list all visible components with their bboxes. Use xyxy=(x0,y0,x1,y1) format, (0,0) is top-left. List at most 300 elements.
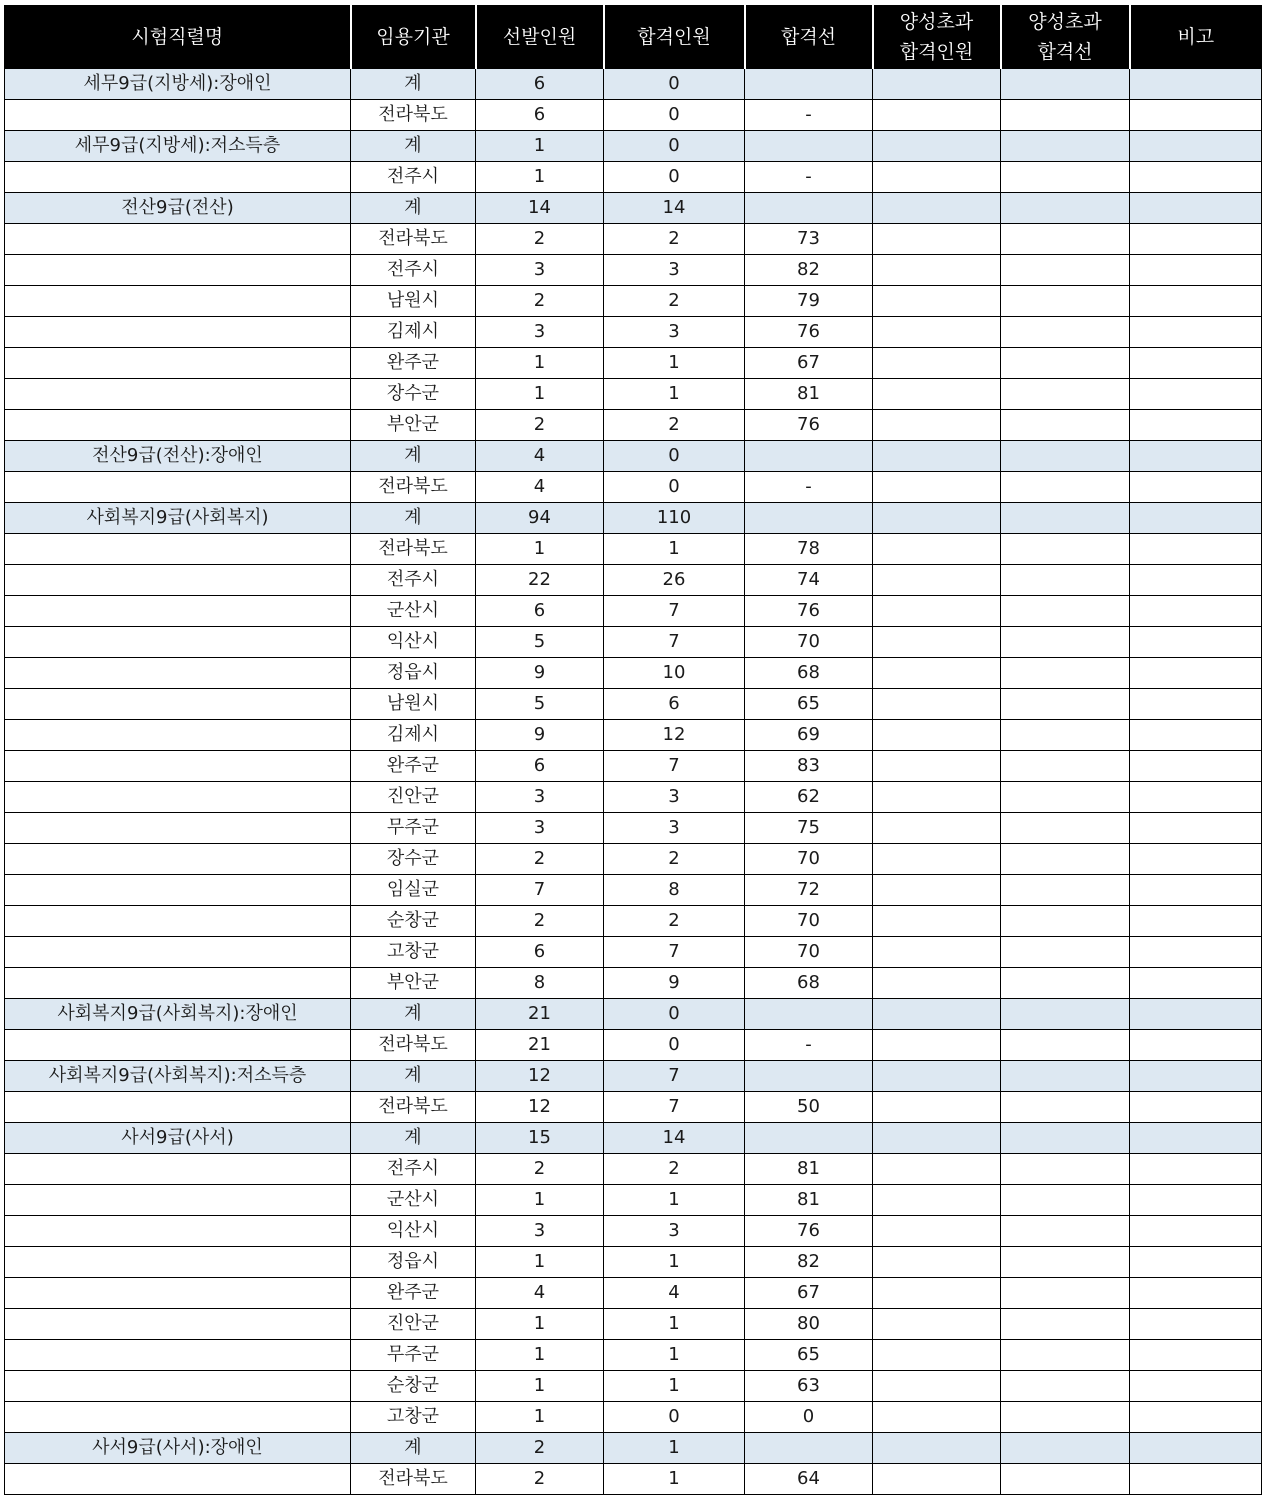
cell-passed-count: 2 xyxy=(604,224,745,255)
cell-exam-series xyxy=(5,658,351,689)
cell-agency: 전라북도 xyxy=(351,1030,476,1061)
table-row xyxy=(5,1185,1262,1216)
cell-remarks xyxy=(1130,1402,1262,1433)
cell-agency: 전주시 xyxy=(351,565,476,596)
header-passed-count: 합격인원 xyxy=(604,6,745,69)
cell-exam-series: 사회복지9급(사회복지):장애인 xyxy=(5,999,351,1030)
cell-gender-excess-passed xyxy=(873,906,1001,937)
cell-gender-excess-passed xyxy=(873,1123,1001,1154)
table-row xyxy=(5,689,1262,720)
cell-cutoff xyxy=(745,131,873,162)
cell-selected-count: 1 xyxy=(476,1340,604,1371)
table-row xyxy=(5,1340,1262,1371)
cell-cutoff: - xyxy=(745,162,873,193)
cell-passed-count: 2 xyxy=(604,844,745,875)
cell-passed-count: 3 xyxy=(604,317,745,348)
cell-agency: 진안군 xyxy=(351,1309,476,1340)
cell-agency: 부안군 xyxy=(351,410,476,441)
cell-remarks xyxy=(1130,1464,1262,1495)
results-table xyxy=(4,5,1262,1495)
cell-gender-excess-passed xyxy=(873,937,1001,968)
table-row xyxy=(5,782,1262,813)
cell-exam-series xyxy=(5,1309,351,1340)
cell-cutoff: 83 xyxy=(745,751,873,782)
cell-selected-count: 6 xyxy=(476,751,604,782)
cell-remarks xyxy=(1130,875,1262,906)
cell-gender-excess-cutoff xyxy=(1001,1340,1130,1371)
table-row-total xyxy=(5,999,1262,1030)
cell-exam-series xyxy=(5,813,351,844)
cell-gender-excess-cutoff xyxy=(1001,782,1130,813)
cell-exam-series xyxy=(5,1030,351,1061)
cell-gender-excess-cutoff xyxy=(1001,1247,1130,1278)
cell-gender-excess-cutoff xyxy=(1001,503,1130,534)
cell-cutoff: 81 xyxy=(745,1154,873,1185)
cell-selected-count: 6 xyxy=(476,100,604,131)
cell-remarks xyxy=(1130,720,1262,751)
cell-exam-series xyxy=(5,565,351,596)
cell-selected-count: 1 xyxy=(476,1371,604,1402)
cell-selected-count: 12 xyxy=(476,1061,604,1092)
cell-remarks xyxy=(1130,69,1262,100)
cell-gender-excess-cutoff xyxy=(1001,1433,1130,1464)
cell-selected-count: 1 xyxy=(476,1247,604,1278)
cell-cutoff: - xyxy=(745,1030,873,1061)
cell-exam-series xyxy=(5,720,351,751)
cell-gender-excess-passed xyxy=(873,1216,1001,1247)
cell-gender-excess-cutoff xyxy=(1001,69,1130,100)
table-body xyxy=(5,69,1262,1495)
cell-agency: 부안군 xyxy=(351,968,476,999)
cell-passed-count: 12 xyxy=(604,720,745,751)
cell-exam-series xyxy=(5,968,351,999)
cell-remarks xyxy=(1130,689,1262,720)
cell-exam-series xyxy=(5,255,351,286)
cell-cutoff: 76 xyxy=(745,596,873,627)
table-row-total xyxy=(5,503,1262,534)
cell-exam-series xyxy=(5,906,351,937)
cell-remarks xyxy=(1130,441,1262,472)
cell-exam-series xyxy=(5,1464,351,1495)
cell-remarks xyxy=(1130,565,1262,596)
cell-selected-count: 2 xyxy=(476,844,604,875)
table-row-total xyxy=(5,1123,1262,1154)
cell-gender-excess-cutoff xyxy=(1001,224,1130,255)
cell-cutoff: 81 xyxy=(745,379,873,410)
cell-selected-count: 6 xyxy=(476,596,604,627)
cell-remarks xyxy=(1130,410,1262,441)
cell-passed-count: 4 xyxy=(604,1278,745,1309)
table-row xyxy=(5,286,1262,317)
cell-remarks xyxy=(1130,1092,1262,1123)
cell-remarks xyxy=(1130,1278,1262,1309)
header-remarks: 비고 xyxy=(1130,6,1262,69)
cell-selected-count: 3 xyxy=(476,1216,604,1247)
cell-gender-excess-cutoff xyxy=(1001,658,1130,689)
cell-gender-excess-cutoff xyxy=(1001,1309,1130,1340)
table-row xyxy=(5,162,1262,193)
table-row xyxy=(5,1216,1262,1247)
cell-exam-series: 세무9급(지방세):저소득층 xyxy=(5,131,351,162)
cell-gender-excess-passed xyxy=(873,131,1001,162)
cell-exam-series xyxy=(5,1247,351,1278)
cell-remarks xyxy=(1130,255,1262,286)
cell-gender-excess-passed xyxy=(873,1247,1001,1278)
cell-cutoff: 74 xyxy=(745,565,873,596)
cell-gender-excess-passed xyxy=(873,1309,1001,1340)
cell-cutoff: 82 xyxy=(745,1247,873,1278)
cell-passed-count: 2 xyxy=(604,1154,745,1185)
cell-gender-excess-passed xyxy=(873,875,1001,906)
cell-exam-series xyxy=(5,1216,351,1247)
cell-gender-excess-cutoff xyxy=(1001,1278,1130,1309)
cell-cutoff: 67 xyxy=(745,1278,873,1309)
table-row xyxy=(5,379,1262,410)
cell-selected-count: 9 xyxy=(476,658,604,689)
cell-agency: 정읍시 xyxy=(351,658,476,689)
cell-agency: 고창군 xyxy=(351,1402,476,1433)
cell-gender-excess-passed xyxy=(873,100,1001,131)
table-row xyxy=(5,534,1262,565)
cell-selected-count: 1 xyxy=(476,534,604,565)
cell-agency: 전주시 xyxy=(351,162,476,193)
cell-agency: 전라북도 xyxy=(351,100,476,131)
cell-agency: 계 xyxy=(351,999,476,1030)
cell-passed-count: 26 xyxy=(604,565,745,596)
cell-gender-excess-cutoff xyxy=(1001,1092,1130,1123)
cell-gender-excess-passed xyxy=(873,627,1001,658)
cell-remarks xyxy=(1130,968,1262,999)
table-row-total xyxy=(5,131,1262,162)
header-row xyxy=(5,6,1262,69)
cell-remarks xyxy=(1130,1216,1262,1247)
cell-gender-excess-passed xyxy=(873,1371,1001,1402)
cell-selected-count: 21 xyxy=(476,999,604,1030)
cell-cutoff: 63 xyxy=(745,1371,873,1402)
cell-remarks xyxy=(1130,1247,1262,1278)
table-row xyxy=(5,1402,1262,1433)
cell-remarks xyxy=(1130,782,1262,813)
cell-selected-count: 22 xyxy=(476,565,604,596)
cell-remarks xyxy=(1130,627,1262,658)
cell-passed-count: 14 xyxy=(604,193,745,224)
table-row xyxy=(5,844,1262,875)
table-row xyxy=(5,596,1262,627)
cell-remarks xyxy=(1130,193,1262,224)
cell-passed-count: 7 xyxy=(604,1061,745,1092)
table-row xyxy=(5,1092,1262,1123)
cell-gender-excess-cutoff xyxy=(1001,689,1130,720)
cell-remarks xyxy=(1130,286,1262,317)
cell-exam-series xyxy=(5,782,351,813)
cell-agency: 정읍시 xyxy=(351,1247,476,1278)
cell-passed-count: 7 xyxy=(604,937,745,968)
table-row xyxy=(5,875,1262,906)
cell-selected-count: 2 xyxy=(476,1464,604,1495)
cell-agency: 군산시 xyxy=(351,596,476,627)
cell-gender-excess-cutoff xyxy=(1001,720,1130,751)
cell-remarks xyxy=(1130,1433,1262,1464)
table-row xyxy=(5,1278,1262,1309)
cell-agency: 순창군 xyxy=(351,906,476,937)
cell-gender-excess-passed xyxy=(873,1278,1001,1309)
cell-gender-excess-passed xyxy=(873,1092,1001,1123)
header-agency: 임용기관 xyxy=(351,6,476,69)
cell-cutoff: 70 xyxy=(745,906,873,937)
cell-gender-excess-passed xyxy=(873,813,1001,844)
cell-exam-series xyxy=(5,1340,351,1371)
cell-cutoff: 68 xyxy=(745,658,873,689)
cell-exam-series xyxy=(5,534,351,565)
cell-cutoff: 73 xyxy=(745,224,873,255)
cell-gender-excess-cutoff xyxy=(1001,875,1130,906)
cell-exam-series: 사서9급(사서):장애인 xyxy=(5,1433,351,1464)
cell-agency: 무주군 xyxy=(351,1340,476,1371)
cell-passed-count: 1 xyxy=(604,1464,745,1495)
cell-exam-series: 사회복지9급(사회복지):저소득층 xyxy=(5,1061,351,1092)
cell-remarks xyxy=(1130,1154,1262,1185)
cell-exam-series xyxy=(5,1092,351,1123)
cell-agency: 전라북도 xyxy=(351,224,476,255)
cell-selected-count: 3 xyxy=(476,255,604,286)
table-row xyxy=(5,348,1262,379)
cell-cutoff: 64 xyxy=(745,1464,873,1495)
cell-passed-count: 1 xyxy=(604,1371,745,1402)
cell-cutoff: 67 xyxy=(745,348,873,379)
table-row xyxy=(5,627,1262,658)
cell-exam-series xyxy=(5,751,351,782)
cell-agency: 남원시 xyxy=(351,286,476,317)
cell-gender-excess-passed xyxy=(873,968,1001,999)
table-row xyxy=(5,658,1262,689)
cell-gender-excess-cutoff xyxy=(1001,317,1130,348)
cell-exam-series xyxy=(5,844,351,875)
cell-gender-excess-cutoff xyxy=(1001,968,1130,999)
table-row xyxy=(5,1154,1262,1185)
cell-agency: 김제시 xyxy=(351,317,476,348)
cell-gender-excess-passed xyxy=(873,410,1001,441)
table-row xyxy=(5,410,1262,441)
cell-remarks xyxy=(1130,658,1262,689)
cell-selected-count: 2 xyxy=(476,286,604,317)
cell-agency: 무주군 xyxy=(351,813,476,844)
header-gender-excess-cutoff xyxy=(1001,6,1130,69)
cell-exam-series xyxy=(5,348,351,379)
cell-selected-count: 2 xyxy=(476,1433,604,1464)
cell-passed-count: 0 xyxy=(604,999,745,1030)
cell-cutoff: 68 xyxy=(745,968,873,999)
cell-passed-count: 2 xyxy=(604,410,745,441)
cell-agency: 전라북도 xyxy=(351,472,476,503)
cell-passed-count: 14 xyxy=(604,1123,745,1154)
table-header xyxy=(5,6,1262,69)
cell-cutoff xyxy=(745,1061,873,1092)
cell-agency: 전주시 xyxy=(351,255,476,286)
cell-remarks xyxy=(1130,999,1262,1030)
cell-gender-excess-cutoff xyxy=(1001,813,1130,844)
cell-gender-excess-cutoff xyxy=(1001,1371,1130,1402)
table-row-total xyxy=(5,1433,1262,1464)
cell-remarks xyxy=(1130,1185,1262,1216)
cell-gender-excess-cutoff xyxy=(1001,286,1130,317)
cell-gender-excess-cutoff xyxy=(1001,751,1130,782)
cell-gender-excess-cutoff xyxy=(1001,937,1130,968)
cell-agency: 익산시 xyxy=(351,627,476,658)
cell-selected-count: 5 xyxy=(476,627,604,658)
cell-passed-count: 9 xyxy=(604,968,745,999)
cell-passed-count: 7 xyxy=(604,1092,745,1123)
cell-gender-excess-cutoff xyxy=(1001,1030,1130,1061)
cell-selected-count: 15 xyxy=(476,1123,604,1154)
cell-cutoff: 82 xyxy=(745,255,873,286)
cell-remarks xyxy=(1130,162,1262,193)
header-gender-excess-passed-line2: 합격인원 xyxy=(899,41,974,63)
table-row xyxy=(5,317,1262,348)
cell-gender-excess-cutoff xyxy=(1001,627,1130,658)
cell-cutoff xyxy=(745,193,873,224)
cell-cutoff: 76 xyxy=(745,317,873,348)
cell-passed-count: 110 xyxy=(604,503,745,534)
cell-gender-excess-cutoff xyxy=(1001,1061,1130,1092)
header-exam-series: 시험직렬명 xyxy=(5,6,351,69)
cell-cutoff: 70 xyxy=(745,937,873,968)
cell-cutoff: 78 xyxy=(745,534,873,565)
cell-cutoff xyxy=(745,1433,873,1464)
cell-exam-series xyxy=(5,317,351,348)
cell-gender-excess-passed xyxy=(873,286,1001,317)
cell-exam-series xyxy=(5,286,351,317)
cell-passed-count: 1 xyxy=(604,379,745,410)
cell-cutoff: 75 xyxy=(745,813,873,844)
cell-gender-excess-passed xyxy=(873,1340,1001,1371)
cell-gender-excess-passed xyxy=(873,503,1001,534)
table-row xyxy=(5,472,1262,503)
cell-passed-count: 7 xyxy=(604,627,745,658)
cell-remarks xyxy=(1130,1340,1262,1371)
cell-agency: 장수군 xyxy=(351,379,476,410)
cell-cutoff xyxy=(745,503,873,534)
cell-selected-count: 2 xyxy=(476,410,604,441)
table-row xyxy=(5,968,1262,999)
table-row xyxy=(5,255,1262,286)
cell-selected-count: 3 xyxy=(476,782,604,813)
cell-remarks xyxy=(1130,1030,1262,1061)
cell-gender-excess-passed xyxy=(873,1154,1001,1185)
cell-gender-excess-cutoff xyxy=(1001,999,1130,1030)
cell-selected-count: 12 xyxy=(476,1092,604,1123)
cell-cutoff: 81 xyxy=(745,1185,873,1216)
cell-agency: 계 xyxy=(351,193,476,224)
cell-passed-count: 1 xyxy=(604,1433,745,1464)
cell-cutoff: - xyxy=(745,100,873,131)
cell-remarks xyxy=(1130,348,1262,379)
cell-selected-count: 21 xyxy=(476,1030,604,1061)
cell-selected-count: 4 xyxy=(476,441,604,472)
table-row-total xyxy=(5,69,1262,100)
cell-agency: 완주군 xyxy=(351,751,476,782)
cell-gender-excess-passed xyxy=(873,1030,1001,1061)
table-row xyxy=(5,751,1262,782)
cell-exam-series: 사서9급(사서) xyxy=(5,1123,351,1154)
cell-gender-excess-passed xyxy=(873,689,1001,720)
cell-gender-excess-passed xyxy=(873,69,1001,100)
cell-passed-count: 1 xyxy=(604,1247,745,1278)
table-row xyxy=(5,565,1262,596)
cell-remarks xyxy=(1130,596,1262,627)
cell-gender-excess-passed xyxy=(873,162,1001,193)
cell-remarks xyxy=(1130,100,1262,131)
table-row xyxy=(5,1464,1262,1495)
cell-agency: 남원시 xyxy=(351,689,476,720)
cell-cutoff: 70 xyxy=(745,844,873,875)
cell-gender-excess-passed xyxy=(873,1402,1001,1433)
cell-exam-series xyxy=(5,410,351,441)
cell-agency: 완주군 xyxy=(351,1278,476,1309)
cell-exam-series xyxy=(5,627,351,658)
cell-exam-series xyxy=(5,224,351,255)
cell-selected-count: 14 xyxy=(476,193,604,224)
table-row xyxy=(5,720,1262,751)
cell-exam-series xyxy=(5,379,351,410)
cell-cutoff: - xyxy=(745,472,873,503)
cell-cutoff: 80 xyxy=(745,1309,873,1340)
cell-selected-count: 9 xyxy=(476,720,604,751)
cell-remarks xyxy=(1130,1061,1262,1092)
table-row xyxy=(5,1030,1262,1061)
cell-passed-count: 0 xyxy=(604,1030,745,1061)
cell-agency: 순창군 xyxy=(351,1371,476,1402)
cell-agency: 군산시 xyxy=(351,1185,476,1216)
cell-remarks xyxy=(1130,906,1262,937)
cell-gender-excess-cutoff xyxy=(1001,596,1130,627)
cell-passed-count: 1 xyxy=(604,348,745,379)
cell-agency: 임실군 xyxy=(351,875,476,906)
cell-exam-series xyxy=(5,1402,351,1433)
cell-agency: 계 xyxy=(351,503,476,534)
cell-exam-series xyxy=(5,1371,351,1402)
cell-passed-count: 1 xyxy=(604,1309,745,1340)
cell-passed-count: 1 xyxy=(604,1185,745,1216)
cell-agency: 익산시 xyxy=(351,1216,476,1247)
table-row-total xyxy=(5,193,1262,224)
cell-gender-excess-cutoff xyxy=(1001,379,1130,410)
cell-exam-series xyxy=(5,1278,351,1309)
cell-passed-count: 6 xyxy=(604,689,745,720)
table-row-total xyxy=(5,441,1262,472)
cell-gender-excess-cutoff xyxy=(1001,348,1130,379)
cell-exam-series: 세무9급(지방세):장애인 xyxy=(5,69,351,100)
cell-selected-count: 1 xyxy=(476,379,604,410)
cell-cutoff: 65 xyxy=(745,689,873,720)
cell-remarks xyxy=(1130,131,1262,162)
cell-passed-count: 3 xyxy=(604,813,745,844)
cell-cutoff: 72 xyxy=(745,875,873,906)
cell-agency: 계 xyxy=(351,1123,476,1154)
cell-exam-series xyxy=(5,1185,351,1216)
table-row-total xyxy=(5,1061,1262,1092)
cell-gender-excess-cutoff xyxy=(1001,1216,1130,1247)
cell-gender-excess-cutoff xyxy=(1001,1154,1130,1185)
cell-exam-series xyxy=(5,472,351,503)
cell-exam-series: 전산9급(전산) xyxy=(5,193,351,224)
header-gender-excess-cutoff-line1: 양성초과 xyxy=(1028,11,1102,33)
cell-agency: 계 xyxy=(351,441,476,472)
cell-gender-excess-passed xyxy=(873,844,1001,875)
cell-gender-excess-cutoff xyxy=(1001,193,1130,224)
cell-exam-series xyxy=(5,1154,351,1185)
cell-agency: 장수군 xyxy=(351,844,476,875)
cell-agency: 계 xyxy=(351,1433,476,1464)
